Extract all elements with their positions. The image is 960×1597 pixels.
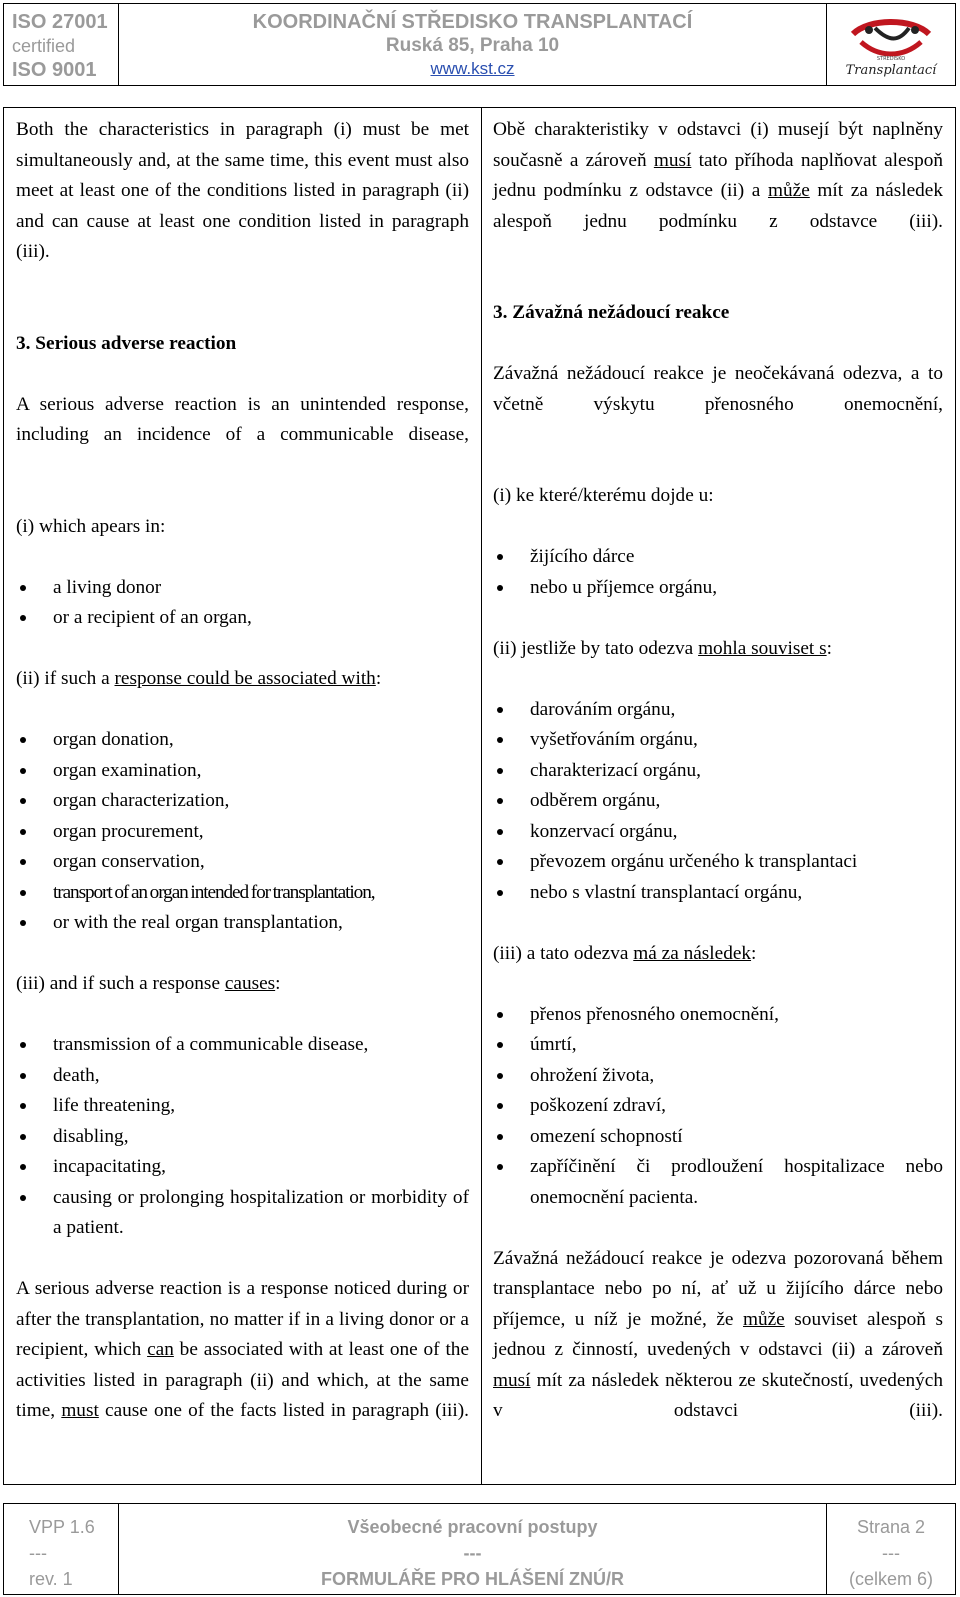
bullet-icon xyxy=(497,1012,503,1018)
cz-ii-label: (ii) jestliže by tato odezva mohla souviset s: xyxy=(493,637,832,659)
bullet-icon xyxy=(497,1042,503,1048)
en-ii-list xyxy=(16,725,469,939)
en-iii-underlined: causes xyxy=(224,973,276,994)
footer-revision: rev. 1 xyxy=(29,1569,73,1589)
bullet-icon xyxy=(20,768,26,774)
list-item: organ examination, xyxy=(16,756,469,787)
footer-page-total: (celkem 6) xyxy=(848,1569,933,1589)
organization-block xyxy=(119,4,827,85)
bullet-icon xyxy=(497,707,503,713)
cz-final-paragraph: Závažná nežádoucí reakce je odezva pozorovaná během transplantace nebo po ní, ať už u žijícího dárce nebo příjemce, u níž je možné, že může souviset alespoň s jednou z činností, uvedených v odstavci (ii) a zároveň musí mít za následek některou ze skutečností, uvedených v odstavci (iii). xyxy=(493,1247,943,1421)
footer-page-block xyxy=(827,1504,955,1594)
list-item: nebo s vlastní transplantací orgánu, xyxy=(493,878,943,909)
en-intro-paragraph: Both the characteristics in paragraph (i) must be met simultaneously and, at the same time, this event must also meet at least one of the conditions listed in paragraph (ii) and can cause at least one condition listed in paragraph (iii). xyxy=(16,119,469,262)
cz-definition: Závažná nežádoucí reakce je neočekávaná odezva, a to včetně výskytu přenosného onemocnění, xyxy=(493,363,943,415)
footer-subtitle: FORMULÁŘE PRO HLÁŠENÍ ZNÚ/R xyxy=(321,1569,624,1589)
logo-block xyxy=(827,4,955,85)
bullet-icon xyxy=(497,1134,503,1140)
cz-section-heading: 3. Závažná nežádoucí reakce xyxy=(493,302,730,323)
bullet-icon xyxy=(497,554,503,560)
certified-label: certified xyxy=(12,36,76,56)
bullet-icon xyxy=(497,1103,503,1109)
cz-iii-underlined: má za následek xyxy=(633,942,752,964)
en-final-paragraph: A serious adverse reaction is a response noticed during or after the transplantation, no matter if in a living donor or a recipient, which can be associated with at least one of the activities listed in paragraph (ii) and which, at the same time, must cause one of the facts listed in paragraph (iii). xyxy=(16,1278,469,1421)
list-item: organ characterization, xyxy=(16,786,469,817)
footer-separator: --- xyxy=(29,1543,47,1563)
list-item: omezení schopností xyxy=(493,1122,943,1153)
bullet-icon xyxy=(20,1073,26,1079)
bullet-icon xyxy=(497,1164,503,1170)
page-footer xyxy=(3,1503,956,1595)
certification-block xyxy=(4,4,119,85)
bullet-icon xyxy=(20,1134,26,1140)
bullet-icon xyxy=(20,615,26,621)
list-item: zapříčinění či prodloužení hospitalizace nebo onemocnění pacienta. xyxy=(493,1152,943,1213)
en-i-list xyxy=(16,573,469,634)
bullet-icon xyxy=(497,768,503,774)
footer-title: Všeobecné pracovní postupy xyxy=(347,1517,598,1537)
list-item: a living donor xyxy=(16,573,469,604)
bullet-icon xyxy=(20,1164,26,1170)
list-item: konzervací orgánu, xyxy=(493,817,943,848)
english-column xyxy=(4,108,482,1484)
en-definition: A serious adverse reaction is an unintended response, including an incidence of a communicable disease, xyxy=(16,393,469,445)
bullet-icon xyxy=(497,859,503,865)
cz-i-list xyxy=(493,542,943,603)
website-link[interactable]: www.kst.cz xyxy=(430,59,515,78)
cz-i-label: (i) ke které/kterému dojde u: xyxy=(493,485,714,506)
footer-version: VPP 1.6 xyxy=(29,1517,95,1537)
bullet-icon xyxy=(20,737,26,743)
bullet-icon xyxy=(497,829,503,835)
logo-script-text: Transplantací xyxy=(845,62,937,78)
en-i-label: (i) which apears in: xyxy=(16,515,166,537)
list-item: transmission of a communicable disease, xyxy=(16,1030,469,1061)
bullet-icon xyxy=(497,798,503,804)
footer-separator: --- xyxy=(463,1543,482,1563)
bullet-icon xyxy=(20,798,26,804)
list-item: organ donation, xyxy=(16,725,469,756)
en-section-heading: 3. Serious adverse reaction xyxy=(16,332,237,354)
footer-title-block xyxy=(119,1504,827,1594)
bullet-icon xyxy=(497,890,503,896)
bullet-icon xyxy=(20,585,26,591)
list-item: disabling, xyxy=(16,1122,469,1153)
bullet-icon xyxy=(497,737,503,743)
cz-iii-list xyxy=(493,1000,943,1214)
bullet-icon xyxy=(20,1195,26,1201)
list-item: darováním orgánu, xyxy=(493,695,943,726)
cz-ii-list xyxy=(493,695,943,909)
bullet-icon xyxy=(20,829,26,835)
list-item: ohrožení života, xyxy=(493,1061,943,1092)
page-header xyxy=(3,3,956,86)
kst-logo-icon xyxy=(839,12,943,78)
list-item: transport of an organ intended for transplantation, xyxy=(16,878,469,909)
bullet-icon xyxy=(497,1073,503,1079)
bullet-icon xyxy=(20,890,26,896)
czech-column xyxy=(482,108,955,1484)
footer-page-number: Strana 2 xyxy=(856,1517,926,1537)
list-item: odběrem orgánu, xyxy=(493,786,943,817)
list-item: incapacitating, xyxy=(16,1152,469,1183)
list-item: nebo u příjemce orgánu, xyxy=(493,573,943,604)
cz-ii-underlined: mohla souviset s xyxy=(698,637,827,659)
iso-9001-label: ISO 9001 xyxy=(12,59,97,81)
en-ii-label: (ii) if such a response could be associated with: xyxy=(16,668,382,689)
list-item: úmrtí, xyxy=(493,1030,943,1061)
iso-27001-label: ISO 27001 xyxy=(12,11,108,33)
list-item: přenos přenosného onemocnění, xyxy=(493,1000,943,1031)
en-ii-underlined: response could be associated with xyxy=(114,668,376,689)
list-item: poškození zdraví, xyxy=(493,1091,943,1122)
list-item: vyšetřováním orgánu, xyxy=(493,725,943,756)
cz-iii-label: (iii) a tato odezva má za následek: xyxy=(493,942,757,964)
bullet-icon xyxy=(20,920,26,926)
bullet-icon xyxy=(497,585,503,591)
en-iii-list xyxy=(16,1030,469,1244)
list-item: převozem orgánu určeného k transplantaci xyxy=(493,847,943,878)
bilingual-table xyxy=(3,107,956,1485)
list-item: causing or prolonging hospitalization or morbidity of a patient. xyxy=(16,1183,469,1244)
list-item: žijícího dárce xyxy=(493,542,943,573)
list-item: life threatening, xyxy=(16,1091,469,1122)
list-item: or a recipient of an organ, xyxy=(16,603,469,634)
organization-name: KOORDINAČNÍ STŘEDISKO TRANSPLANTACÍ xyxy=(252,11,693,33)
organization-address: Ruská 85, Praha 10 xyxy=(385,35,560,56)
list-item: death, xyxy=(16,1061,469,1092)
list-item: organ conservation, xyxy=(16,847,469,878)
logo-small-text: STŘEDISKO xyxy=(876,55,906,62)
en-iii-label: (iii) and if such a response causes: xyxy=(16,973,281,994)
list-item: or with the real organ transplantation, xyxy=(16,908,469,939)
bullet-icon xyxy=(20,1103,26,1109)
footer-version-block xyxy=(4,1504,119,1594)
bullet-icon xyxy=(20,859,26,865)
list-item: charakterizací orgánu, xyxy=(493,756,943,787)
footer-separator: --- xyxy=(882,1543,900,1563)
bullet-icon xyxy=(20,1042,26,1048)
list-item: organ procurement, xyxy=(16,817,469,848)
cz-intro-paragraph: Obě charakteristiky v odstavci (i) musejí být naplněny současně a zároveň musí tato příhoda naplňovat alespoň jednu podmínku z odstavce (ii) a může mít za následek alespoň jednu podmínku z odstavce (iii). xyxy=(493,119,943,232)
